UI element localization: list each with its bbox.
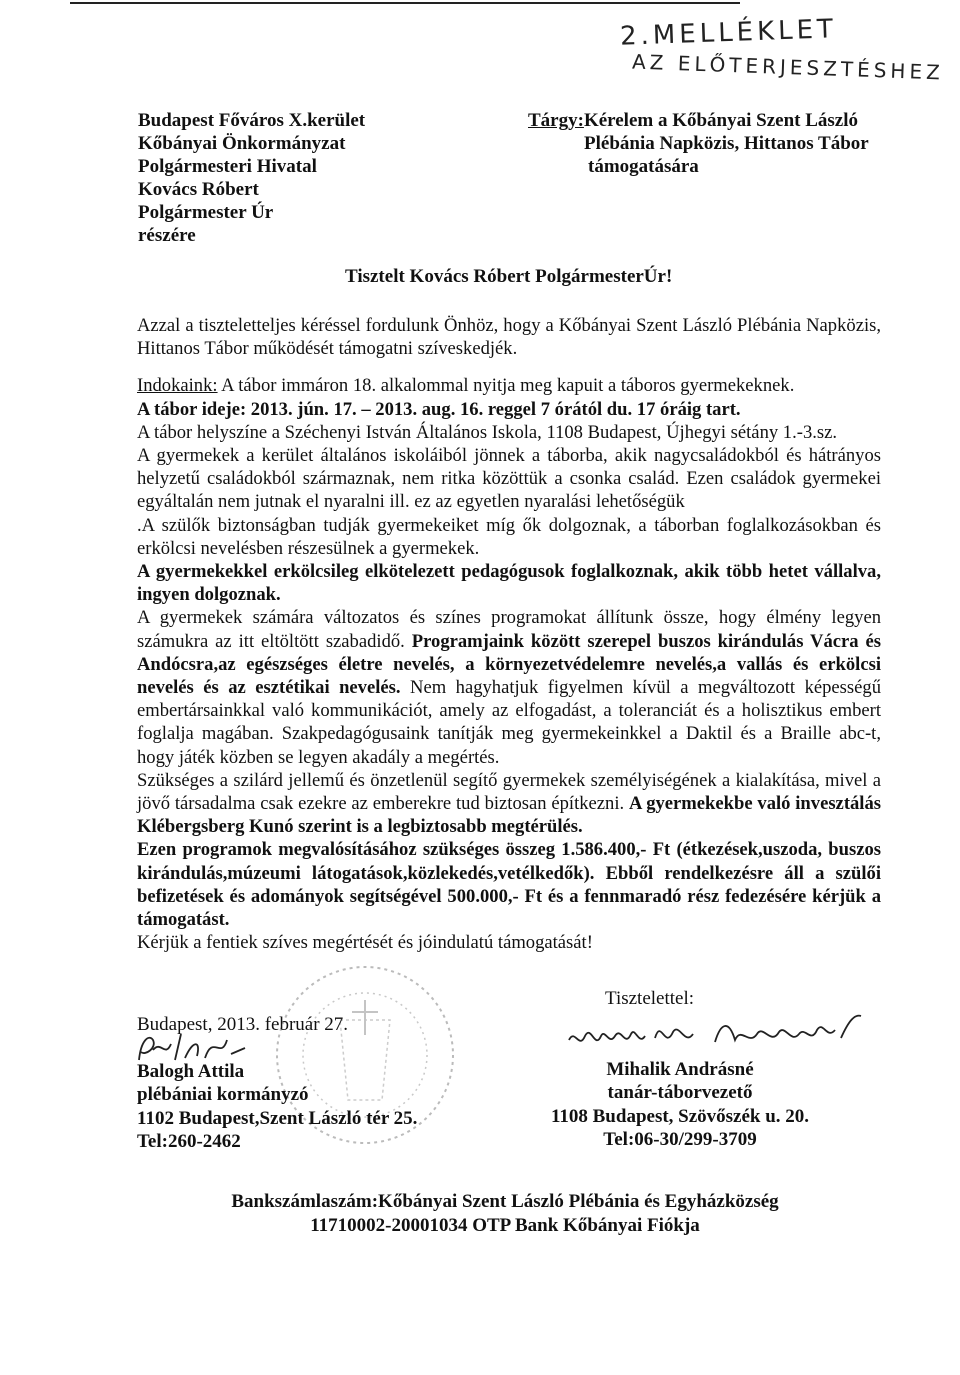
subject-line: támogatására bbox=[588, 156, 699, 177]
reasons-first-line bbox=[137, 374, 881, 397]
signer-name: Mihalik Andrásné bbox=[606, 1058, 754, 1080]
signer-address: 1102 Budapest,Szent László tér 25. bbox=[137, 1107, 418, 1129]
camp-dates: A tábor ideje: 2013. jún. 17. – 2013. aug. 16. reggel 7 órától du. 17 óráig tart. bbox=[137, 398, 741, 420]
camp-location: A tábor helyszíne a Széchenyi István Általános Iskola, 1108 Budapest, Újhegyi sétány 1.-3.sz. bbox=[137, 421, 838, 443]
subject-block bbox=[528, 109, 869, 178]
recipient-line: Polgármester Úr bbox=[138, 202, 274, 223]
handwritten-signature-right bbox=[565, 1010, 885, 1060]
greeting: Tisztelettel: bbox=[605, 988, 695, 1009]
top-edge-line bbox=[70, 2, 740, 4]
investment-quote: A gyermekekbe való invesztálás Klébergsberg Kunó szerint is a legbiztosabb megtérülés. bbox=[137, 793, 882, 838]
reasons-label: Indokaink: bbox=[137, 375, 218, 397]
subject-line: Plébánia Napközis, Hittanos Tábor bbox=[584, 133, 869, 154]
recipient-address bbox=[138, 109, 365, 247]
recipient-line: Kőbányai Önkormányzat bbox=[138, 133, 346, 154]
intro-paragraph: Azzal a tiszteletteljes kéréssel fordulunk Önhöz, hogy a Kőbányai Szent László Plébánia Napközis, Hittanos Tábor működését támogatni szíveskedjék. bbox=[137, 315, 881, 360]
letter-body bbox=[137, 314, 881, 954]
signer-address: 1108 Budapest, Szövőszék u. 20. bbox=[550, 1105, 810, 1127]
recipient-line: Polgármesteri Hivatal bbox=[138, 156, 317, 177]
signer-phone: Tel:06-30/299-3709 bbox=[603, 1129, 757, 1150]
paragraph-parents: .A szülők biztonságban tudják gyermekeiket míg ők dolgoznak, a táborban foglalkozásokban és erkölcsi nevelésben részesülnek a gyermekek. bbox=[137, 514, 881, 559]
subject-line: Kérelem a Kőbányai Szent László bbox=[583, 110, 859, 131]
subject-label: Tárgy: bbox=[528, 110, 584, 131]
reasons-first: A tábor immáron 18. alkalommal nyitja meg kapuit a táboros gyermekeknek. bbox=[217, 375, 795, 397]
paragraph-character bbox=[137, 769, 881, 839]
handwritten-annex-sublabel: AZ ELŐTERJESZTÉSHEZ bbox=[631, 49, 945, 85]
handwritten-annex-label: 2.MELLÉKLET bbox=[619, 14, 838, 52]
recipient-line: Budapest Főváros X.kerület bbox=[138, 110, 366, 131]
paragraph-teachers: A gyermekekkel erkölcsileg elkötelezett pedagógusok foglalkoznak, akik több hetet vállalva, ingyen dolgoznak. bbox=[137, 561, 881, 606]
paragraph-programs bbox=[137, 606, 881, 768]
programs-list: Programjaink között szerepel buszos kirándulás Vácra és Andócsra,az egészséges életre nevelés, a környezetvédelemre nevelés,a vallás és erkölcsi nevelés és az esztétikai nevelés. bbox=[137, 630, 881, 699]
signer-title: plébániai kormányzó bbox=[137, 1084, 309, 1105]
recipient-line: részére bbox=[138, 225, 196, 246]
paragraph-budget: Ezen programok megvalósításához szükséges összeg 1.586.400,- Ft (étkezések,uszoda, buszos kirándulás,múzeumi látogatások,közlekedés,vetélkedők). Ebből rendelkezésre áll a szülői befizetések és adományok segítségével 500.000,- Ft és a fennmaradó rész fedezésére kérjük a támogatást. bbox=[137, 839, 881, 931]
recipient-line: Kovács Róbert bbox=[138, 179, 259, 200]
bank-account-number: 11710002-20001034 OTP Bank Kőbányai Fiókja bbox=[310, 1215, 700, 1236]
bank-account-holder: Bankszámlaszám:Kőbányai Szent László Plébánia és Egyházközség bbox=[231, 1191, 779, 1212]
programs-detail: Nem hagyhatjuk figyelmen kívül a megváltozott képességű embertársainkkal való kommunikációt, amely az elfogadást, a toleranciát és a holisztikus embert foglalja magában. Szakpedagógusaink tanítják meg gyermekeinkkel a Daktil és a Braille abc-t, hogy játék közben se legyen akadály a megértés. bbox=[137, 677, 881, 768]
paragraph-children: A gyermekek a kerület általános iskoláiból jönnek a táborba, akik nagycsaládokból és hátrányos helyzetű családokból származnak, nem ritka közöttük a csonka család. Ezen családok gyermekei egyáltalán nem jutnak el nyaralni ill. ez az egyetlen nyaralási lehetőségük bbox=[137, 445, 881, 513]
closing-request: Kérjük a fentiek szíves megértését és jóindulatú támogatását! bbox=[137, 932, 593, 954]
place-date: Budapest, 2013. február 27. bbox=[137, 1014, 349, 1035]
bank-details bbox=[145, 1190, 865, 1238]
salutation: Tisztelt Kovács Róbert PolgármesterÚr! bbox=[345, 266, 673, 287]
signer-title: tanár-táborvezető bbox=[607, 1082, 753, 1103]
signer-name: Balogh Attila bbox=[137, 1060, 245, 1082]
handwritten-signature-left bbox=[135, 1030, 295, 1068]
signer-phone: Tel:260-2462 bbox=[137, 1131, 241, 1152]
programs-intro: A gyermekek számára változatos és színes programokat állítunk össze, hogy élmény legyen számukra az itt eltöltött szabadidő. bbox=[137, 607, 881, 652]
character-text: Szükséges a szilárd jellemű és önzetlenül segítő gyermekek személyiségének a kialakítása, mivel a jövő társadalma csak ezekre az emberekre tud biztosan építkezni. bbox=[137, 769, 881, 815]
